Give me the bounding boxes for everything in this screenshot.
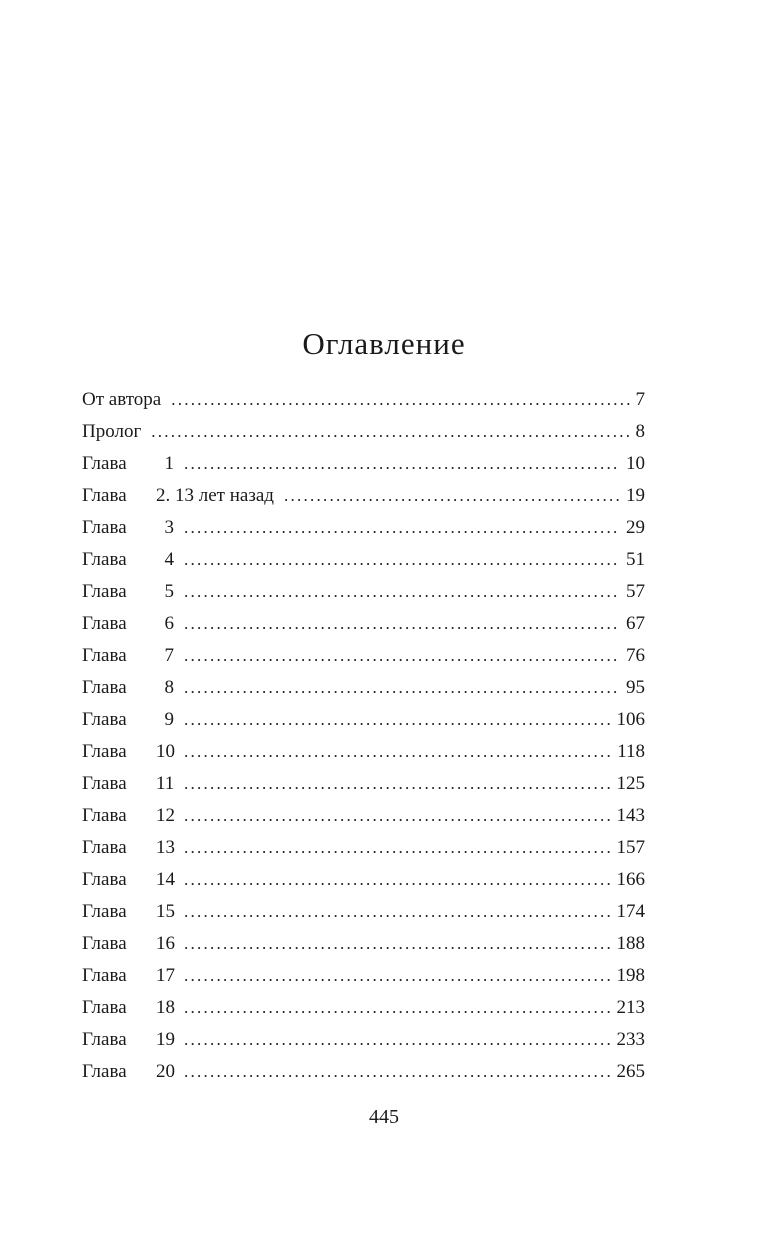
toc-entry-label (82, 512, 174, 544)
toc-entry-number: 19 (156, 1029, 175, 1050)
toc-entry-number: 3 (164, 517, 174, 538)
page-number: 445 (369, 1106, 399, 1128)
toc-entry-number: 4 (164, 549, 174, 570)
toc-entry-page: 29 (626, 517, 645, 538)
toc-entry (82, 800, 645, 832)
toc-entry (82, 608, 645, 640)
toc-entry-number: 8 (164, 677, 174, 698)
toc-entry-word: Глава (82, 1061, 127, 1082)
dot-leader (184, 640, 620, 672)
toc-entry-label (82, 544, 174, 576)
toc-entry (82, 928, 645, 960)
dot-leader (184, 800, 611, 832)
toc-entry-number: 11 (156, 773, 175, 794)
toc-entry-label (82, 736, 174, 768)
toc-entry-page: 188 (616, 933, 645, 954)
toc-entry-page: 95 (626, 677, 645, 698)
toc-entry (82, 1024, 645, 1056)
toc-entry-word: Глава (82, 837, 127, 858)
toc-entry (82, 864, 645, 896)
toc-entry-label (82, 640, 174, 672)
dot-leader (184, 736, 611, 768)
dot-leader (184, 608, 620, 640)
toc-entry-label (82, 448, 174, 480)
toc-entry-page: 10 (626, 453, 645, 474)
toc-entry-word: Глава (82, 517, 127, 538)
toc-entry (82, 512, 645, 544)
toc-entry-label (82, 576, 174, 608)
toc-entry-label (82, 896, 174, 928)
toc-entry-page: 174 (616, 901, 645, 922)
dot-leader (184, 672, 620, 704)
toc-entry-label (82, 1056, 174, 1088)
toc-entry-word: Глава (82, 677, 127, 698)
toc-entry-word: Глава (82, 613, 127, 634)
toc-entry-word: Глава (82, 549, 127, 570)
toc-entry-number: 18 (156, 997, 175, 1018)
toc-entry-label (82, 384, 161, 416)
toc-entry-word: Глава (82, 997, 127, 1018)
dot-leader (184, 864, 611, 896)
toc-entry-number: 1 (164, 453, 174, 474)
toc-entry-page: 7 (635, 389, 645, 410)
dot-leader (184, 928, 611, 960)
toc-entry-page: 233 (616, 1029, 645, 1050)
dot-leader (184, 896, 611, 928)
toc-entry-word: Глава (82, 581, 127, 602)
dot-leader (184, 576, 620, 608)
toc-entry (82, 544, 645, 576)
toc-entry (82, 960, 645, 992)
toc-entry-page: 19 (626, 485, 645, 506)
table-of-contents (82, 384, 645, 1088)
toc-entry (82, 640, 645, 672)
dot-leader (184, 448, 620, 480)
toc-entry (82, 992, 645, 1024)
toc-entry-page: 57 (626, 581, 645, 602)
toc-entry-page: 106 (616, 709, 645, 730)
toc-entry-word: От автора (82, 389, 162, 410)
dot-leader (184, 544, 620, 576)
toc-entry-word: Глава (82, 869, 127, 890)
toc-entry-label (82, 992, 174, 1024)
toc-entry-number: 9 (164, 709, 174, 730)
dot-leader (184, 992, 611, 1024)
toc-entry (82, 416, 645, 448)
dot-leader (184, 512, 620, 544)
toc-entry-label (82, 928, 174, 960)
toc-entry-number: 20 (156, 1061, 175, 1082)
dot-leader (184, 960, 611, 992)
page-title: Оглавление (302, 325, 466, 361)
toc-entry-word: Пролог (82, 421, 142, 442)
toc-entry-number: 7 (164, 645, 174, 666)
toc-entry-number: 12 (156, 805, 175, 826)
toc-entry (82, 384, 645, 416)
toc-entry-label (82, 608, 174, 640)
toc-entry-number: 14 (156, 869, 175, 890)
toc-entry-word: Глава (82, 1029, 127, 1050)
toc-entry-number: 10 (156, 741, 175, 762)
toc-entry-label (82, 704, 174, 736)
toc-entry (82, 704, 645, 736)
toc-entry-word: Глава (82, 453, 127, 474)
dot-leader (184, 1024, 611, 1056)
dot-leader (184, 1056, 611, 1088)
dot-leader (184, 832, 611, 864)
toc-entry (82, 672, 645, 704)
toc-entry (82, 736, 645, 768)
toc-entry-label (82, 960, 174, 992)
toc-entry (82, 480, 645, 512)
toc-entry-number: 2. 13 лет назад (156, 485, 274, 506)
toc-entry-number: 5 (164, 581, 174, 602)
toc-entry-page: 143 (616, 805, 645, 826)
toc-entry-word: Глава (82, 773, 127, 794)
toc-entry-word: Глава (82, 645, 127, 666)
toc-entry-number: 17 (156, 965, 175, 986)
toc-entry-label (82, 864, 174, 896)
toc-entry-number: 6 (164, 613, 174, 634)
toc-entry-label (82, 832, 174, 864)
toc-entry-label (82, 800, 174, 832)
toc-entry-number: 15 (156, 901, 175, 922)
dot-leader (184, 768, 611, 800)
toc-entry-number: 13 (156, 837, 175, 858)
toc-entry-page: 157 (616, 837, 645, 858)
dot-leader (184, 704, 611, 736)
toc-entry-page: 8 (635, 421, 645, 442)
toc-entry-page: 125 (616, 773, 645, 794)
toc-entry (82, 768, 645, 800)
toc-entry-page: 76 (626, 645, 645, 666)
dot-leader (171, 384, 629, 416)
toc-entry-page: 166 (616, 869, 645, 890)
toc-entry-word: Глава (82, 965, 127, 986)
toc-entry-page: 198 (616, 965, 645, 986)
toc-entry-label (82, 1024, 174, 1056)
dot-leader (284, 480, 620, 512)
toc-entry-word: Глава (82, 709, 127, 730)
toc-entry-word: Глава (82, 485, 127, 506)
toc-entry-number: 16 (156, 933, 175, 954)
toc-entry-label (82, 480, 274, 512)
toc-entry (82, 448, 645, 480)
toc-entry-page: 265 (616, 1061, 645, 1082)
toc-entry (82, 896, 645, 928)
toc-entry-page: 51 (626, 549, 645, 570)
dot-leader (151, 416, 629, 448)
toc-entry (82, 576, 645, 608)
toc-entry (82, 1056, 645, 1088)
toc-entry-word: Глава (82, 901, 127, 922)
toc-entry-word: Глава (82, 805, 127, 826)
toc-entry-label (82, 768, 174, 800)
toc-entry-page: 67 (626, 613, 645, 634)
toc-entry-page: 118 (617, 741, 645, 762)
toc-entry-label (82, 416, 141, 448)
toc-entry-page: 213 (616, 997, 645, 1018)
toc-entry-word: Глава (82, 933, 127, 954)
toc-entry-word: Глава (82, 741, 127, 762)
toc-entry-label (82, 672, 174, 704)
toc-entry (82, 832, 645, 864)
